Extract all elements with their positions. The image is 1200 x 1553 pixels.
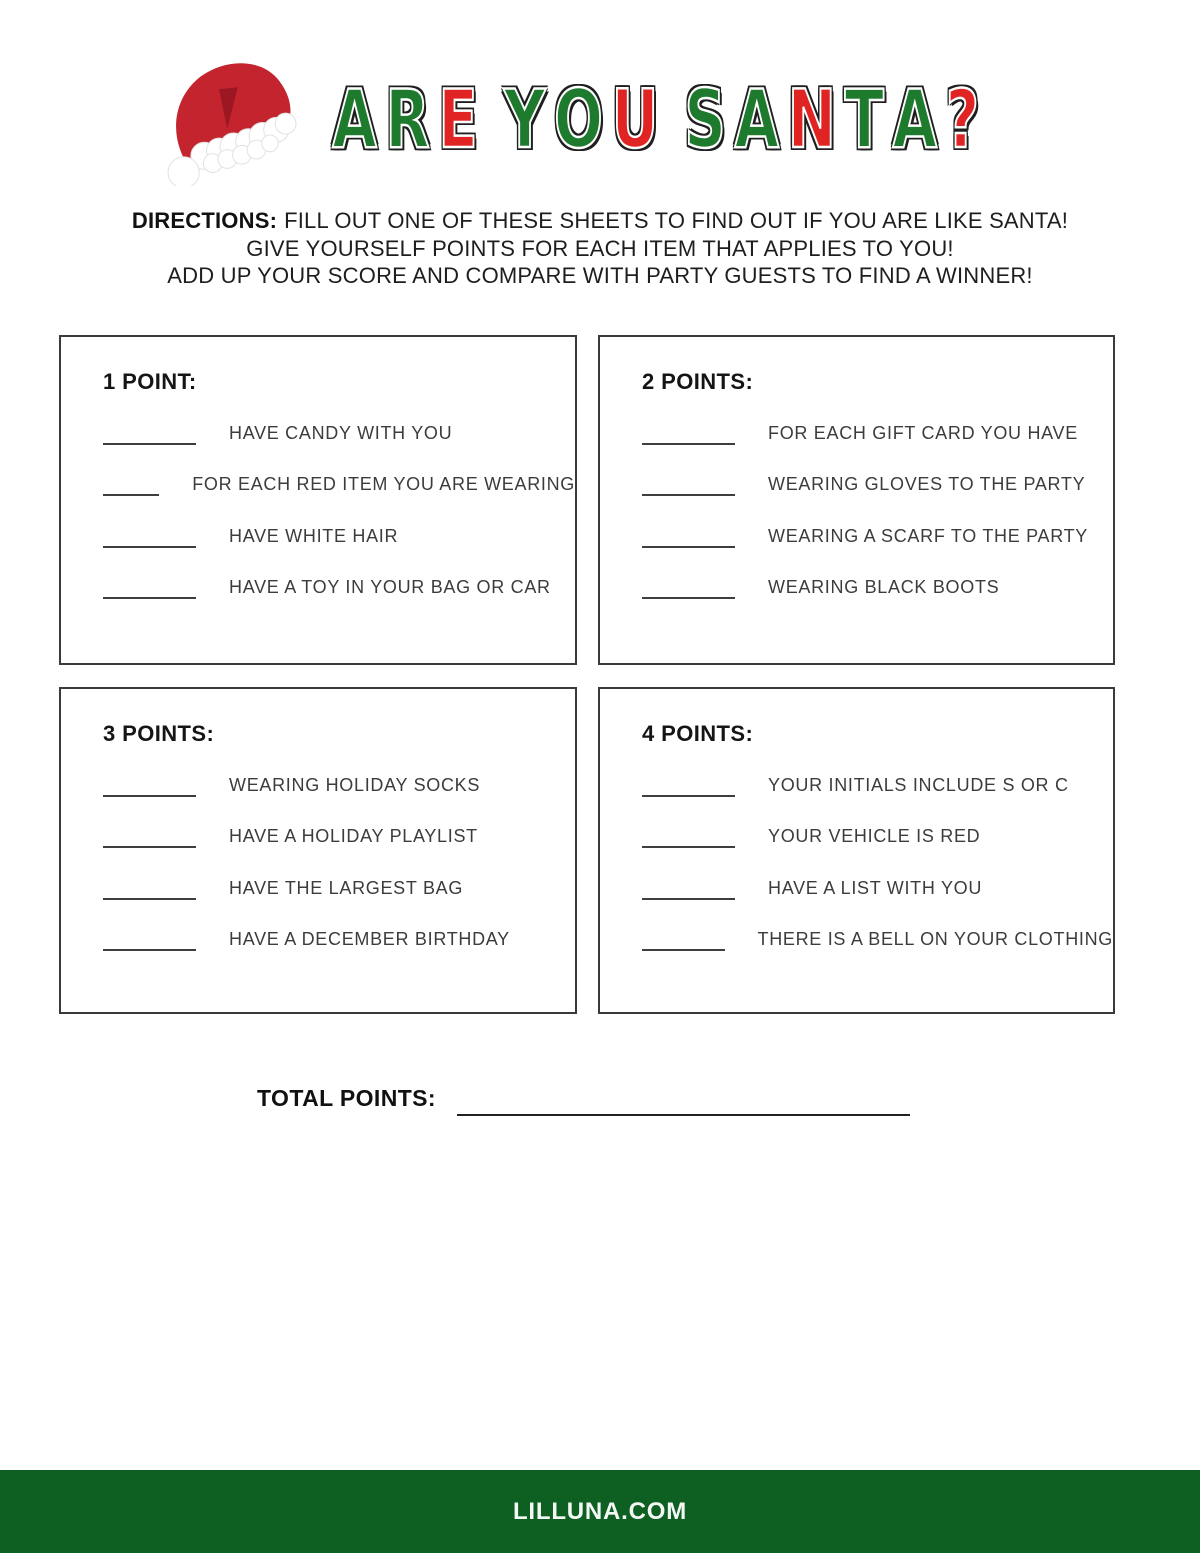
footer-bar xyxy=(0,1470,1200,1553)
score-blank-line xyxy=(642,845,735,848)
score-row xyxy=(103,745,575,797)
score-row xyxy=(642,797,1113,849)
score-item-label: HAVE A HOLIDAY PLAYLIST xyxy=(229,826,478,846)
score-row xyxy=(103,848,575,900)
title-letter: A xyxy=(734,73,788,166)
score-item-label: HAVE A DECEMBER BIRTHDAY xyxy=(229,929,510,949)
score-item-label: WEARING HOLIDAY SOCKS xyxy=(229,774,481,795)
title-letter: Y xyxy=(503,73,555,166)
points-box-4 xyxy=(598,687,1115,1014)
score-blank-line xyxy=(642,545,735,548)
santa-hat-pom xyxy=(168,157,199,186)
score-row xyxy=(642,848,1113,900)
score-blank-line xyxy=(642,897,735,900)
score-item-label: WEARING GLOVES TO THE PARTY xyxy=(768,474,1086,494)
box-heading: 2 POINTS: xyxy=(642,369,754,394)
box-heading: 3 POINTS: xyxy=(103,721,215,746)
score-item-label: HAVE A LIST WITH YOU xyxy=(768,877,983,898)
score-row xyxy=(103,900,575,952)
score-row xyxy=(642,745,1113,797)
score-blank-line xyxy=(103,596,196,599)
score-item-label: YOUR INITIALS INCLUDE S OR C xyxy=(768,774,1069,795)
directions-line-2: GIVE YOURSELF POINTS FOR EACH ITEM THAT APPLIES TO YOU! xyxy=(246,235,954,261)
score-blank-line xyxy=(642,948,725,951)
score-row xyxy=(642,496,1113,548)
score-item-label: WEARING A SCARF TO THE PARTY xyxy=(768,525,1089,546)
score-item-label: HAVE CANDY WITH YOU xyxy=(229,422,453,443)
title-letter: S xyxy=(684,73,735,166)
score-row xyxy=(103,445,575,497)
score-blank-line xyxy=(103,948,196,951)
santa-hat-icon xyxy=(166,56,298,186)
points-box-3 xyxy=(59,687,577,1014)
directions-line-3: ADD UP YOUR SCORE AND COMPARE WITH PARTY GUESTS TO FIND A WINNER! xyxy=(167,263,1033,288)
score-item-label: HAVE WHITE HAIR xyxy=(229,525,399,546)
score-row xyxy=(103,797,575,849)
footer-site-label: LILLUNA.COM xyxy=(512,1497,688,1525)
title-letter: ? xyxy=(945,73,988,166)
directions-label: DIRECTIONS: xyxy=(131,208,278,233)
score-row xyxy=(642,445,1113,497)
title-letter: T xyxy=(844,73,893,166)
score-item-label: WEARING BLACK BOOTS xyxy=(768,577,1000,597)
title-space xyxy=(667,134,684,152)
score-blank-line xyxy=(103,545,196,548)
score-row xyxy=(103,393,575,445)
title-space xyxy=(486,134,503,152)
score-row xyxy=(103,496,575,548)
box-heading: 4 POINTS: xyxy=(642,721,754,746)
score-row xyxy=(103,548,575,600)
score-row xyxy=(642,548,1113,600)
points-box-2 xyxy=(598,335,1115,665)
score-blank-line xyxy=(642,493,735,496)
score-blank-line xyxy=(103,845,196,848)
score-item-label: HAVE A TOY IN YOUR BAG OR CAR xyxy=(229,577,551,597)
title-letter: U xyxy=(611,73,668,166)
score-blank-line xyxy=(103,493,159,496)
score-item-label: YOUR VEHICLE IS RED xyxy=(768,826,981,846)
points-box-1 xyxy=(59,335,577,665)
score-blank-line xyxy=(642,442,735,445)
score-blank-line xyxy=(103,442,196,445)
total-points-label: TOTAL POINTS: xyxy=(257,1085,436,1111)
score-blank-line xyxy=(103,897,196,900)
score-item-label: THERE IS A BELL ON YOUR CLOTHING xyxy=(757,929,1113,949)
title-letter: R xyxy=(385,73,439,166)
title-letter: O xyxy=(554,73,612,166)
score-item-label: FOR EACH GIFT CARD YOU HAVE xyxy=(768,422,1078,443)
box-heading: 1 POINT: xyxy=(103,369,197,394)
score-blank-line xyxy=(642,794,735,797)
score-row xyxy=(642,393,1113,445)
score-item-label: FOR EACH RED ITEM YOU ARE WEARING xyxy=(192,474,575,494)
directions xyxy=(0,207,1200,290)
total-points-line xyxy=(457,1114,910,1116)
title-letter: E xyxy=(438,73,487,166)
page-title xyxy=(286,72,1035,168)
score-item-label: HAVE THE LARGEST BAG xyxy=(229,877,464,898)
score-blank-line xyxy=(642,596,735,599)
title-letter: N xyxy=(787,73,845,166)
score-row xyxy=(642,900,1113,952)
title-letter: A xyxy=(332,73,386,166)
title-letter: A xyxy=(892,73,946,166)
score-blank-line xyxy=(103,794,196,797)
directions-line-1: DIRECTIONS: FILL OUT ONE OF THESE SHEETS TO FIND OUT IF YOU ARE LIKE SANTA! xyxy=(131,208,1069,233)
